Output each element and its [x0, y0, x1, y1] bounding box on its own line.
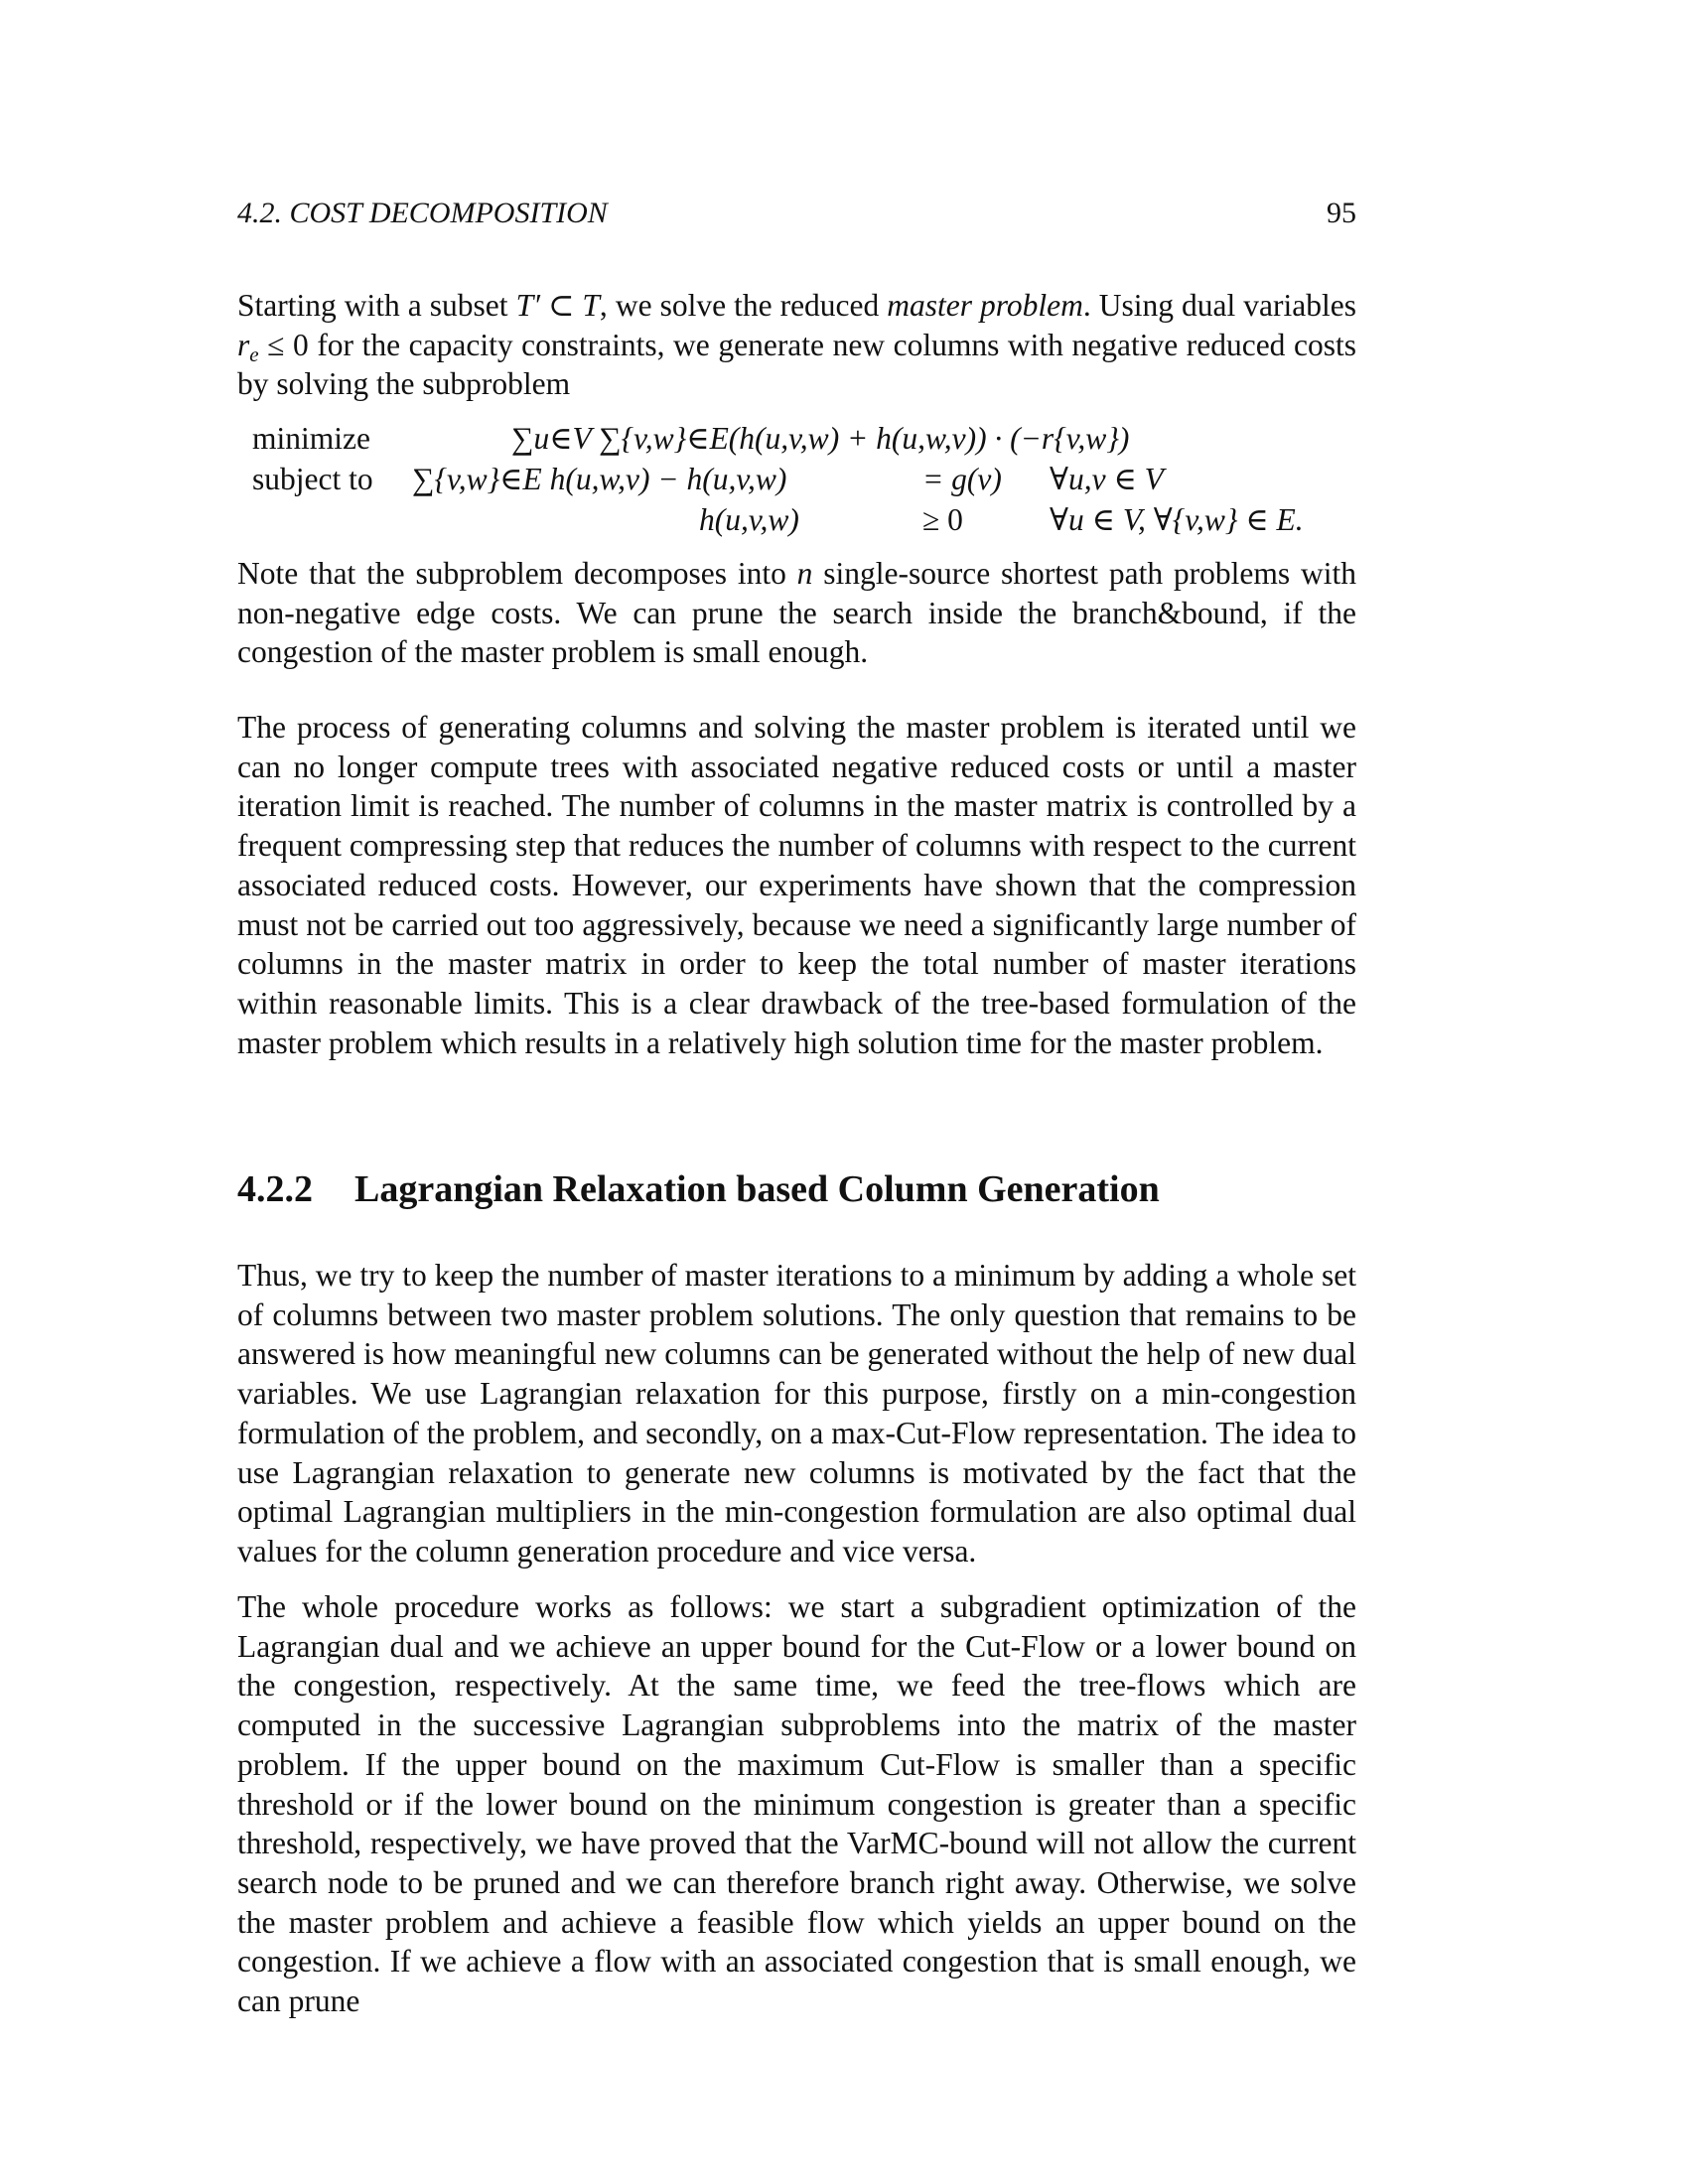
running-title: 4.2. COST DECOMPOSITION — [237, 197, 608, 229]
section-title: Lagrangian Relaxation based Column Generation — [354, 1168, 1160, 1210]
running-header — [237, 197, 1356, 230]
constraint-2-rhs: ≥ 0 — [922, 502, 963, 537]
section-heading — [237, 1167, 1160, 1211]
text: , we solve the reduced — [599, 288, 888, 323]
text: ≤ 0 for the capacity constraints, we generate new columns with negative reduced costs by solving the subproblem — [237, 327, 1356, 402]
text: Note that the subproblem decomposes into — [237, 556, 797, 591]
math-inline: n — [796, 556, 813, 591]
emphasis: master problem — [887, 288, 1083, 323]
section-number: 4.2.2 — [237, 1168, 313, 1210]
paragraph-procedure: The whole procedure works as follows: we start a subgradient optimization of the Lagrangian dual and we achieve an upper bound for the Cut-Flow or a lower bound on the congestion, respectively. At the same time, we feed the tree-flows which are computed in the successive Lagrangian subproblems into the matrix of the master problem. If the upper bound on the maximum Cut-Flow is smaller than a specific threshold or if the lower bound on the minimum congestion is greater than a specific threshold, respectively, we have proved that the VarMC-bound will not allow the current search node to be pruned and we can therefore branch right away. Otherwise, we solve the master problem and achieve a feasible flow which yields an upper bound on the congestion. If we achieve a flow with an associated congestion that is small enough, we can prune — [237, 1589, 1356, 2019]
text: Starting with a subset — [237, 288, 516, 323]
page-number: 95 — [1327, 197, 1356, 229]
constraint-2-quantifier: ∀u ∈ V, ∀{v,w} ∈ E. — [1050, 502, 1304, 537]
paragraph-intro — [237, 286, 1356, 404]
minimize-label: minimize — [252, 421, 370, 456]
text: . Using dual variables — [1082, 288, 1356, 323]
constraint-1-rhs: = g(v) — [922, 462, 1002, 496]
linear-program — [237, 418, 1356, 540]
text: single-source shortest path problems with non-negative edge costs. We can prune the search inside the branch&bound, if the congestion of the master problem is small enough. — [237, 556, 1357, 670]
constraint-2-lhs: h(u,v,w) — [699, 502, 799, 537]
paragraph-note — [237, 554, 1356, 672]
subscript: e — [249, 341, 259, 366]
constraint-1-quantifier: ∀u,v ∈ V — [1050, 462, 1164, 496]
paragraph-process: The process of generating columns and solving the master problem is iterated until we can no longer compute trees with associated negative reduced costs or until a master iteration limit is reached. The number of columns in the master matrix is controlled by a frequent compressing step that reduces the number of columns with respect to the current associated reduced costs. However, our experiments have shown that the compression must not be carried out too aggressively, because we need a significantly large number of columns in the master matrix in order to keep the total number of master iterations within reasonable limits. This is a clear drawback of the tree-based formulation of the master problem which results in a relatively high solution time for the master problem. — [237, 710, 1356, 1060]
math-inline: T′ ⊂ T — [515, 288, 600, 323]
subject-to-label: subject to — [252, 462, 373, 496]
math-inline: r — [237, 327, 250, 362]
constraint-1-lhs: ∑{v,w}∈E h(u,w,v) − h(u,v,w) — [412, 462, 787, 496]
objective: ∑u∈V ∑{v,w}∈E(h(u,v,w) + h(u,w,v)) · (−r{v,w}) — [511, 421, 1130, 456]
paragraph-lagrangian: Thus, we try to keep the number of master iterations to a minimum by adding a whole set of columns between two master problem solutions. The only question that remains to be answered is how meaningful new columns can be generated without the help of new dual variables. We use Lagrangian relaxation for this purpose, firstly on a min-congestion formulation of the problem, and secondly, on a max-Cut-Flow representation. The idea to use Lagrangian relaxation to generate new columns is motivated by the fact that the optimal Lagrangian multipliers in the min-congestion formulation are also optimal dual values for the column generation procedure and vice versa. — [237, 1258, 1356, 1569]
